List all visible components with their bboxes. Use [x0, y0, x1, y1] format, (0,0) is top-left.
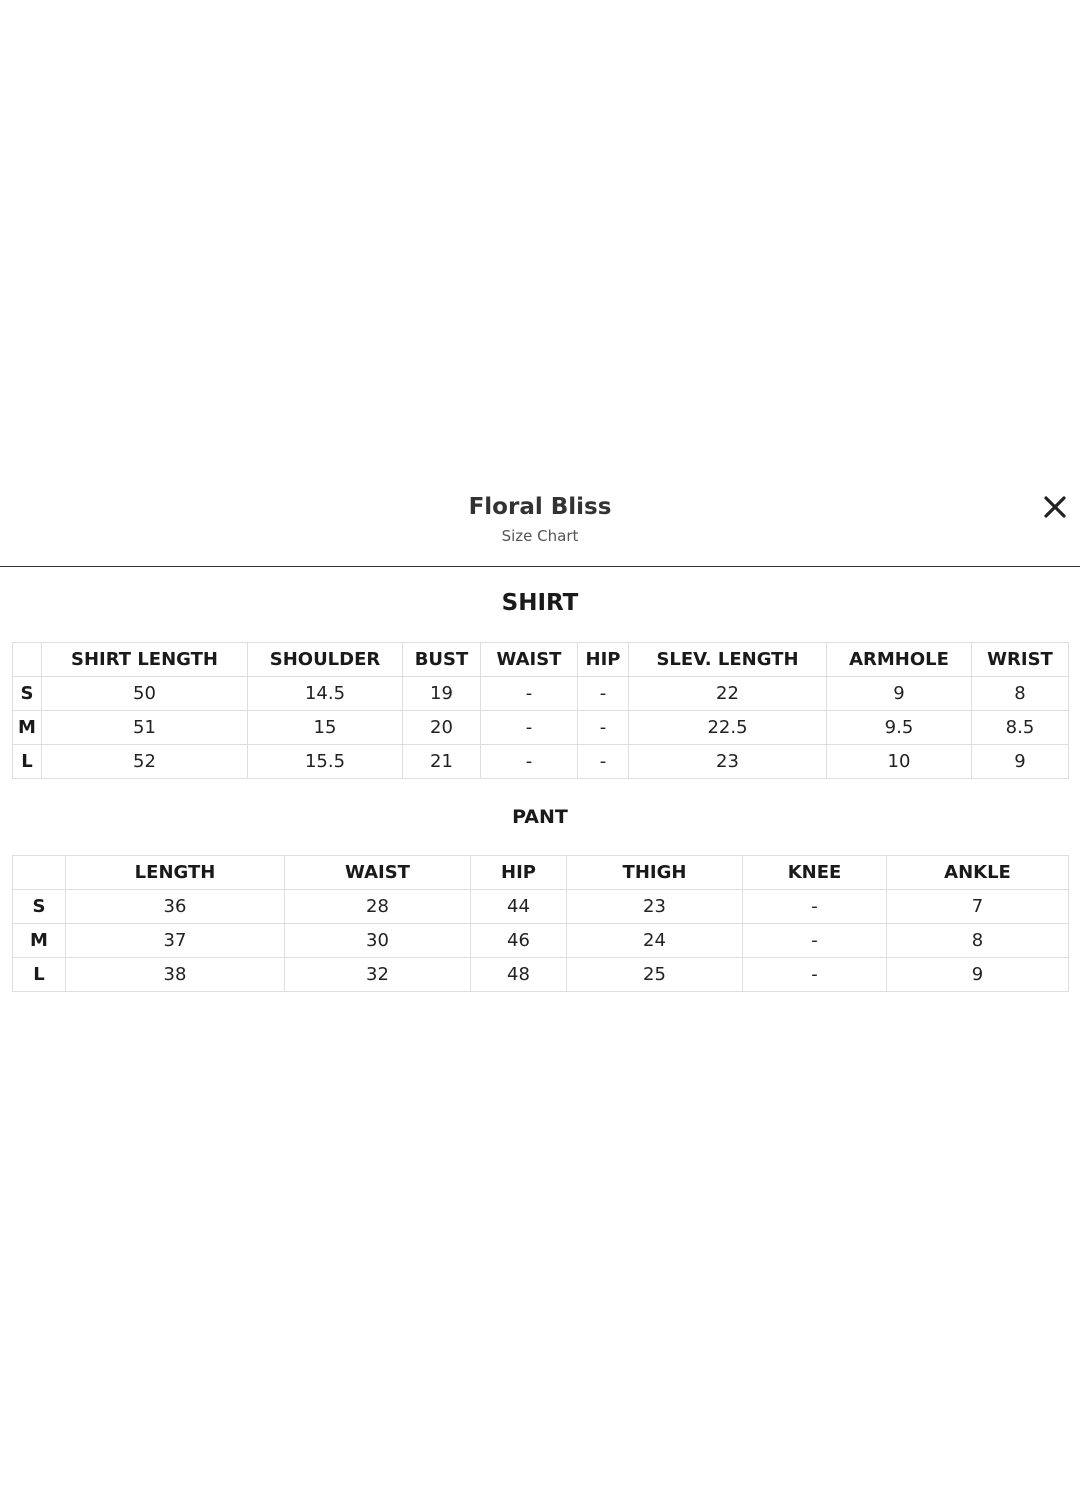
table-cell: 8.5 — [972, 711, 1069, 745]
table-cell: - — [743, 924, 887, 958]
table-cell: 21 — [403, 745, 481, 779]
table-cell: 32 — [285, 958, 471, 992]
table-cell: - — [743, 890, 887, 924]
shirt-size-table — [12, 642, 1069, 779]
shirt-header-waist: WAIST — [481, 643, 578, 677]
shirt-section-title: SHIRT — [501, 590, 579, 616]
table-cell: 22 — [629, 677, 827, 711]
table-row — [13, 677, 1069, 711]
table-cell: 22.5 — [629, 711, 827, 745]
table-cell: 9 — [972, 745, 1069, 779]
table-cell: 8 — [972, 677, 1069, 711]
modal-title: Floral Bliss — [468, 494, 612, 520]
table-cell: 36 — [66, 890, 285, 924]
table-cell: 15.5 — [248, 745, 403, 779]
table-cell: - — [481, 677, 578, 711]
table-cell: 23 — [567, 890, 743, 924]
table-cell: 9.5 — [827, 711, 972, 745]
table-cell: 14.5 — [248, 677, 403, 711]
table-cell: 46 — [471, 924, 567, 958]
table-cell: - — [743, 958, 887, 992]
size-label: M — [13, 924, 66, 958]
shirt-header-bust: BUST — [403, 643, 481, 677]
table-cell: 20 — [403, 711, 481, 745]
table-row — [13, 958, 1069, 992]
pant-header-hip: HIP — [471, 856, 567, 890]
table-cell: 23 — [629, 745, 827, 779]
table-row — [13, 924, 1069, 958]
shirt-header-shirt-length: SHIRT LENGTH — [42, 643, 248, 677]
table-cell: 9 — [827, 677, 972, 711]
size-label: L — [13, 958, 66, 992]
table-row — [13, 745, 1069, 779]
table-cell: - — [578, 745, 629, 779]
pant-size-table — [12, 855, 1069, 992]
table-cell: 7 — [887, 890, 1069, 924]
close-icon — [1043, 495, 1067, 519]
pant-header-waist: WAIST — [285, 856, 471, 890]
pant-header-knee: KNEE — [743, 856, 887, 890]
table-cell: 50 — [42, 677, 248, 711]
modal-subtitle: Size Chart — [501, 527, 579, 545]
table-cell: - — [578, 677, 629, 711]
size-label: M — [13, 711, 42, 745]
table-cell: 8 — [887, 924, 1069, 958]
table-cell: 15 — [248, 711, 403, 745]
pant-header-row — [13, 856, 1069, 890]
table-cell: 10 — [827, 745, 972, 779]
table-cell: 37 — [66, 924, 285, 958]
pant-header-size — [13, 856, 66, 890]
pant-header-thigh: THIGH — [567, 856, 743, 890]
size-label: L — [13, 745, 42, 779]
table-cell: 9 — [887, 958, 1069, 992]
table-cell: - — [481, 745, 578, 779]
modal-header — [0, 480, 1080, 567]
pant-header-length: LENGTH — [66, 856, 285, 890]
table-cell: 38 — [66, 958, 285, 992]
table-cell: 30 — [285, 924, 471, 958]
pant-section-title: PANT — [512, 806, 568, 828]
table-row — [13, 711, 1069, 745]
shirt-header-row — [13, 643, 1069, 677]
shirt-header-hip: HIP — [578, 643, 629, 677]
table-cell: 48 — [471, 958, 567, 992]
pant-header-ankle: ANKLE — [887, 856, 1069, 890]
shirt-header-size — [13, 643, 42, 677]
table-cell: 52 — [42, 745, 248, 779]
shirt-header-shoulder: SHOULDER — [248, 643, 403, 677]
table-cell: - — [578, 711, 629, 745]
table-cell: 44 — [471, 890, 567, 924]
shirt-header-slev-length: SLEV. LENGTH — [629, 643, 827, 677]
table-cell: 51 — [42, 711, 248, 745]
shirt-header-wrist: WRIST — [972, 643, 1069, 677]
table-cell: 28 — [285, 890, 471, 924]
table-cell: 25 — [567, 958, 743, 992]
size-label: S — [13, 890, 66, 924]
table-row — [13, 890, 1069, 924]
size-label: S — [13, 677, 42, 711]
shirt-header-armhole: ARMHOLE — [827, 643, 972, 677]
table-cell: - — [481, 711, 578, 745]
table-cell: 24 — [567, 924, 743, 958]
table-cell: 19 — [403, 677, 481, 711]
close-button[interactable] — [1038, 490, 1072, 524]
